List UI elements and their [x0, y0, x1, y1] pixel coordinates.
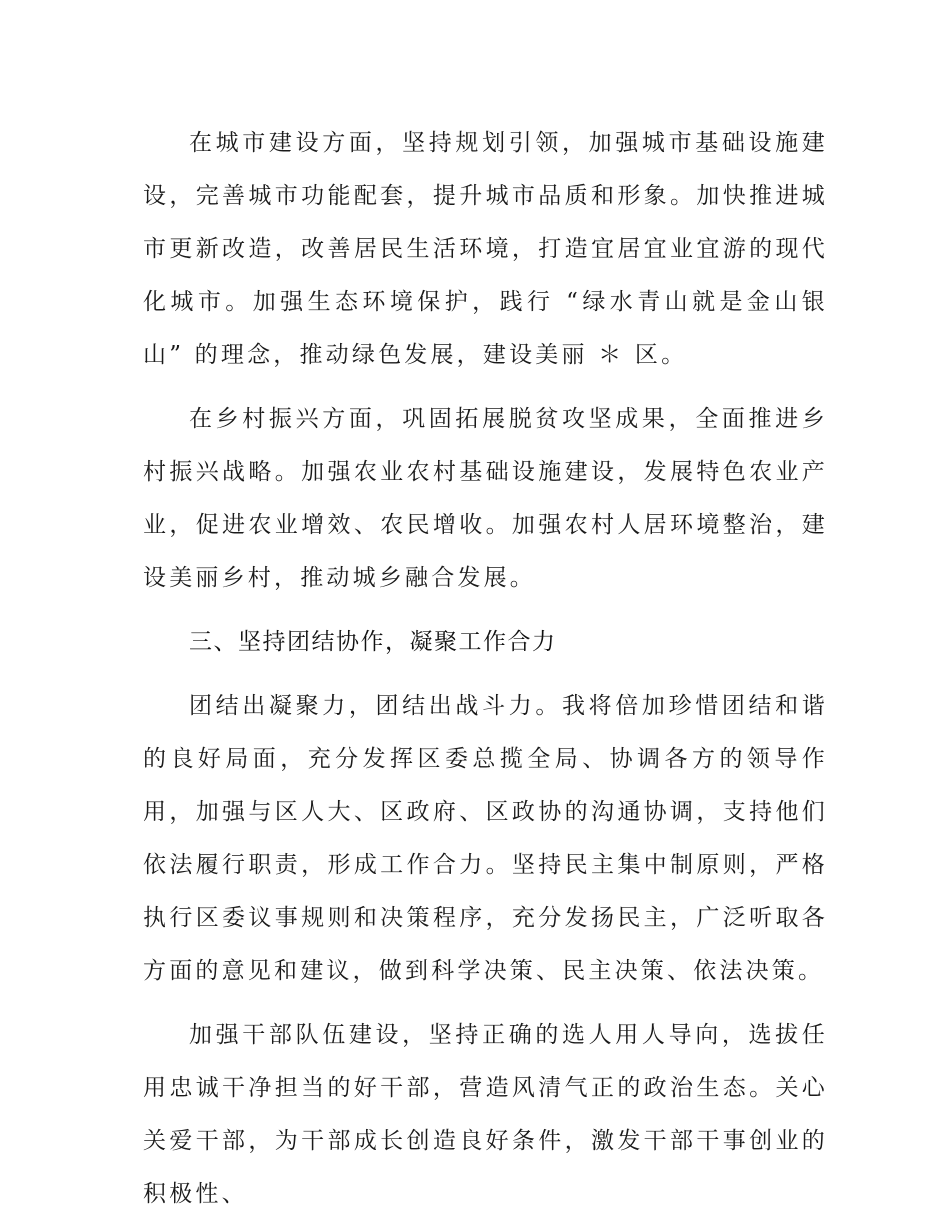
paragraph-rural-revitalization: 在乡村振兴方面，巩固拓展脱贫攻坚成果，全面推进乡村振兴战略。加强农业农村基础设施建设，发展特色农业产业，促进农业增效、农民增收。加强农村人居环境整治，建设美丽乡村，推动城乡融合发展。 [143, 406, 828, 591]
paragraph-gap [143, 605, 828, 616]
document-body [143, 117, 828, 1221]
paragraph-urban-construction: 在城市建设方面，坚持规划引领，加强城市基础设施建设，完善城市功能配套，提升城市品质和形象。加快推进城市更新改造，改善居民生活环境，打造宜居宜业宜游的现代化城市。加强生态环境保护，践行 “绿水青山就是金山银山” 的理念，推动绿色发展，建设美丽 ＊ 区。 [143, 130, 828, 368]
paragraph-unity-cooperation: 团结出凝聚力，团结出战斗力。我将倍加珍惜团结和谐的良好局面，充分发挥区委总揽全局、协调各方的领导作用，加强与区人大、区政府、区政协的沟通协调，支持他们依法履行职责，形成工作合力。坚持民主集中制原则，严格执行区委议事规则和决策程序，充分发扬民主，广泛听取各方面的意见和建议，做到科学决策、民主决策、依法决策。 [143, 693, 828, 984]
paragraph-gap [143, 669, 828, 680]
paragraph-gap [143, 382, 828, 393]
section-heading-three: 三、坚持团结协作，凝聚工作合力 [189, 629, 557, 655]
paragraph-gap [143, 998, 828, 1009]
paragraph-cadre-team: 加强干部队伍建设，坚持正确的选人用人导向，选拔任用忠诚干净担当的好干部，营造风清气正的政治生态。关心关爱干部，为干部成长创造良好条件，激发干部干事创业的积极性、 [143, 1022, 828, 1207]
